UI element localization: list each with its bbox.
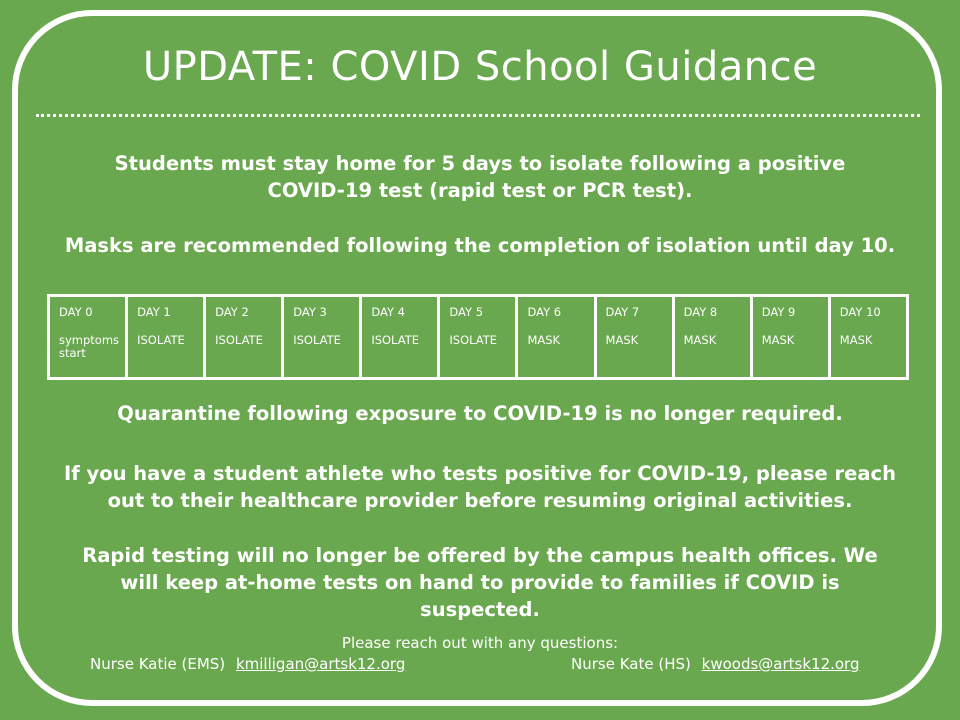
day-cell — [439, 296, 517, 379]
day-cell — [283, 296, 361, 379]
day-timeline-table — [47, 294, 909, 380]
day-cell — [751, 296, 829, 379]
day-cell — [127, 296, 205, 379]
day-cell — [517, 296, 595, 379]
day-status: ISOLATE — [293, 333, 341, 347]
isolation-paragraph — [40, 150, 920, 204]
rapid-line-3: suspected. — [420, 598, 540, 621]
day-label: DAY 7 — [605, 305, 640, 319]
day-label: DAY 0 — [59, 305, 93, 319]
day-status: symptoms start — [59, 333, 120, 360]
day-status: MASK — [761, 333, 795, 347]
quarantine-paragraph: Quarantine following exposure to COVID-19 is no longer required. — [117, 402, 843, 425]
day-cell — [361, 296, 439, 379]
isolation-line-1: Students must stay home for 5 days to isolate following a positive — [114, 152, 846, 175]
rapid-line-1: Rapid testing will no longer be offered by the campus health offices. We — [82, 544, 878, 567]
nurse-ems-name: Nurse Katie (EMS) — [90, 655, 226, 673]
nurse-hs-email-link[interactable]: kwoods@artsk12.org — [701, 655, 860, 673]
day-label: DAY 10 — [839, 305, 881, 319]
day-label: DAY 4 — [371, 305, 405, 319]
table-row — [49, 296, 908, 379]
contact-nurse-ems — [90, 655, 405, 673]
page-title: UPDATE: COVID School Guidance — [142, 44, 818, 90]
day-status: MASK — [527, 333, 561, 347]
masks-paragraph: Masks are recommended following the completion of isolation until day 10. — [64, 234, 896, 257]
day-status: MASK — [683, 333, 717, 347]
contact-heading: Please reach out with any questions: — [341, 634, 619, 652]
day-status: MASK — [605, 333, 639, 347]
day-status: MASK — [839, 333, 873, 347]
day-status: ISOLATE — [371, 333, 419, 347]
day-cell — [829, 296, 907, 379]
day-label: DAY 8 — [683, 305, 718, 319]
nurse-ems-email-link[interactable]: kmilligan@artsk12.org — [235, 655, 406, 673]
day-cell — [595, 296, 673, 379]
nurse-hs-name: Nurse Kate (HS) — [571, 655, 691, 673]
athlete-line-2: out to their healthcare provider before resuming original activities. — [107, 489, 853, 512]
day-cell — [205, 296, 283, 379]
athlete-paragraph — [40, 460, 920, 514]
isolation-line-2: COVID-19 test (rapid test or PCR test). — [267, 179, 693, 202]
day-label: DAY 6 — [527, 305, 562, 319]
day-status: ISOLATE — [215, 333, 263, 347]
day-label: DAY 9 — [761, 305, 796, 319]
rapid-line-2: will keep at-home tests on hand to provide to families if COVID is — [120, 571, 840, 594]
day-label: DAY 2 — [215, 305, 249, 319]
day-label: DAY 1 — [137, 305, 171, 319]
rapid-testing-paragraph — [40, 542, 920, 623]
athlete-line-1: If you have a student athlete who tests positive for COVID-19, please reach — [63, 462, 896, 485]
contact-nurse-hs — [571, 655, 860, 673]
day-cell — [49, 296, 127, 379]
day-label: DAY 3 — [293, 305, 327, 319]
day-label: DAY 5 — [449, 305, 484, 319]
day-status: ISOLATE — [137, 333, 185, 347]
dotted-divider — [36, 114, 920, 117]
day-status: ISOLATE — [449, 333, 498, 347]
day-cell — [673, 296, 751, 379]
